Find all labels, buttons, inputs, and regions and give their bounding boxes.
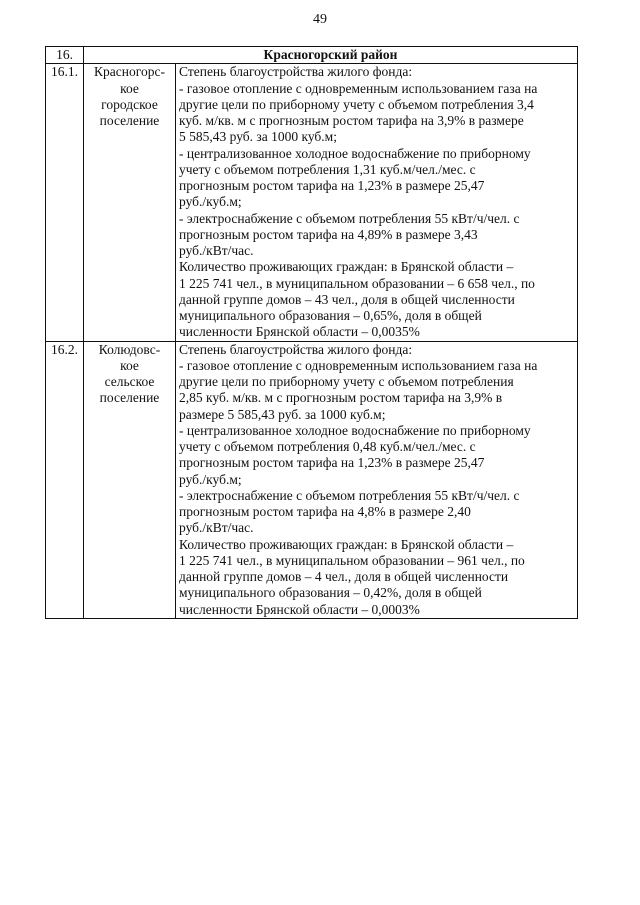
municipality-name (84, 341, 176, 618)
description-line: 5 585,43 руб. за 1000 куб.м; (179, 129, 337, 145)
description-line: учету с объемом потребления 0,48 куб.м/чел./мес. с (179, 439, 476, 454)
description-line: - электроснабжение с объемом потребления 55 кВт/ч/чел. с (179, 487, 520, 503)
description-line: - электроснабжение с объемом потребления 55 кВт/ч/чел. с (179, 210, 520, 226)
row-number: 16.2. (46, 341, 84, 618)
description-line: - газовое отопление с одновременным использованием газа на (179, 357, 538, 373)
description-line: Степень благоустройства жилого фонда: (179, 64, 413, 80)
description-line: Количество проживающих граждан: в Брянской области – (179, 536, 514, 552)
description-line: данной группе домов – 4 чел., доля в общей численности (179, 569, 509, 584)
municipality-line: поселение (99, 113, 160, 128)
description-line: другие цели по приборному учету с объемом потребления 3,4 (179, 96, 534, 112)
description-line: руб./куб.м; (179, 471, 242, 487)
description-line: руб./куб.м; (179, 194, 242, 210)
description-line: - газовое отопление с одновременным использованием газа на (179, 80, 538, 96)
table-row (46, 341, 578, 618)
tariff-table (45, 46, 578, 619)
description-cell (176, 64, 578, 341)
municipality-line: поселение (99, 390, 160, 406)
description-line: 1 225 741 чел., в муниципальном образовании – 6 658 чел., по (179, 275, 535, 291)
description-line: прогнозным ростом тарифа на 1,23% в размере 25,47 (179, 178, 485, 193)
municipality-line: сельское (104, 374, 155, 389)
municipality-line: кое (120, 80, 139, 96)
municipality-line: кое (120, 357, 139, 373)
description-line: руб./кВт/час. (179, 243, 254, 258)
description-line: - централизованное холодное водоснабжение по приборному (179, 422, 531, 438)
header-number: 16. (46, 47, 84, 64)
district-title: Красногорский район (84, 47, 578, 64)
municipality-name (84, 64, 176, 341)
page-number: 49 (313, 12, 327, 27)
table-header-row (46, 47, 578, 64)
description-line: - централизованное холодное водоснабжение по приборному (179, 145, 531, 161)
description-line: прогнозным ростом тарифа на 4,89% в размере 3,43 (179, 226, 478, 242)
description-line: 1 225 741 чел., в муниципальном образовании – 961 чел., по (179, 552, 525, 568)
description-line: численности Брянской области – 0,0003% (179, 601, 420, 617)
description-line: прогнозным ростом тарифа на 4,8% в размере 2,40 (179, 504, 471, 519)
description-line: 2,85 куб. м/кв. м с прогнозным ростом тарифа на 3,9% в (179, 390, 503, 406)
description-line: Количество проживающих граждан: в Брянской области – (179, 259, 514, 275)
description-line: прогнозным ростом тарифа на 1,23% в размере 25,47 (179, 455, 485, 471)
description-line: муниципального образования – 0,42%, доля в общей (179, 585, 482, 601)
description-line: учету с объемом потребления 1,31 куб.м/чел./мес. с (179, 161, 476, 177)
municipality-line: Красногорс- (94, 64, 165, 80)
description-line: Степень благоустройства жилого фонда: (179, 341, 413, 357)
description-line: руб./кВт/час. (179, 520, 254, 536)
row-number: 16.1. (46, 64, 84, 341)
description-line: муниципального образования – 0,65%, доля в общей (179, 308, 482, 323)
municipality-line: Колюдовс- (98, 341, 161, 357)
description-line: размере 5 585,43 руб. за 1000 куб.м; (179, 406, 386, 422)
municipality-line: городское (101, 96, 158, 112)
description-line: другие цели по приборному учету с объемом потребления (179, 374, 514, 389)
description-line: данной группе домов – 43 чел., доля в общей численности (179, 291, 515, 307)
table-row (46, 64, 578, 341)
description-line: численности Брянской области – 0,0035% (179, 324, 420, 340)
description-cell (176, 341, 578, 618)
description-line: куб. м/кв. м с прогнозным ростом тарифа на 3,9% в размере (179, 113, 524, 128)
